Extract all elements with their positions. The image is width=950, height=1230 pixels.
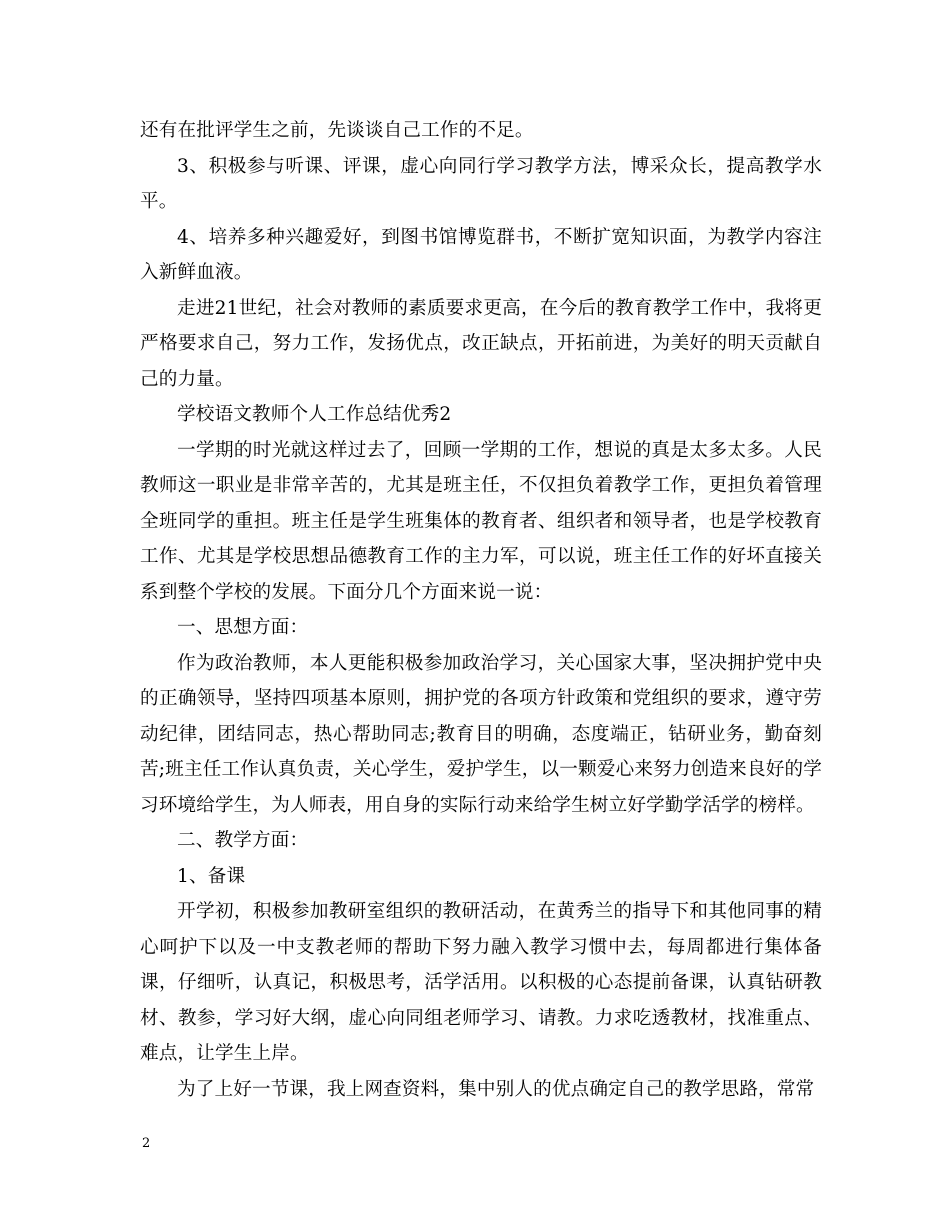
paragraph-lesson-prep: 开学初，积极参加教研室组织的教研活动，在黄秀兰的指导下和其他同事的精心呵护下以及一中支教老师的帮助下努力融入教学习惯中去，每周都进行集体备课，仔细听，认真记，积极思考，活学活用。以积极的心态提前备课，认真钻研教材、教参，学习好大纲，虚心向同组老师学习、请教。力求吃透教材，找准重点、难点，让学生上岸。 [140, 901, 822, 1064]
paragraph-intro: 一学期的时光就这样过去了，回顾一学期的工作，想说的真是太多太多。人民教师这一职业是非常辛苦的，尤其是班主任，不仅担负着教学工作，更担负着管理全班同学的重担。班主任是学生班集体的教育者、组织者和领导者，也是学校教育工作、尤其是学校思想品德教育工作的主力军，可以说，班主任工作的好坏直接关系到整个学校的发展。下面分几个方面来说一说： [140, 439, 822, 603]
document-body [140, 113, 822, 1107]
paragraph-lesson-prep-continued: 为了上好一节课，我上网查资料，集中别人的优点确定自己的教学思路，常常 [177, 1078, 815, 1100]
paragraph-ideology: 作为政治教师，本人更能积极参加政治学习，关心国家大事，坚决拥护党中央的正确领导，坚持四项基本原则，拥护党的各项方针政策和党组织的要求，遵守劳动纪律，团结同志，热心帮助同志;教育目的明确，态度端正，钻研业务，勤奋刻苦;班主任工作认真负责，关心学生，爱护学生，以一颗爱心来努力创造来良好的学习环境给学生，为人师表，用自身的实际行动来给学生树立好学勤学活学的榜样。 [140, 652, 822, 816]
paragraph-conclusion: 走进21世纪，社会对教师的素质要求更高，在今后的教育教学工作中，我将更严格要求自己，努力工作，发扬优点，改正缺点，开拓前进，为美好的明天贡献自己的力量。 [140, 297, 822, 390]
heading-ideology: 一、思想方面： [177, 617, 309, 638]
paragraph-item-4: 4、培养多种兴趣爱好，到图书馆博览群书，不断扩宽知识面，为教学内容注入新鲜血液。 [140, 226, 822, 283]
paragraph-item-3: 3、积极参与听课、评课，虚心向同行学习教学方法，博采众长，提高教学水平。 [140, 155, 822, 212]
page-number: 2 [142, 1136, 151, 1151]
heading-teaching: 二、教学方面： [177, 830, 309, 851]
section-title: 学校语文教师个人工作总结优秀2 [177, 404, 452, 425]
heading-lesson-prep: 1、备课 [177, 865, 246, 887]
paragraph-continuation: 还有在批评学生之前，先谈谈自己工作的不足。 [140, 120, 534, 141]
